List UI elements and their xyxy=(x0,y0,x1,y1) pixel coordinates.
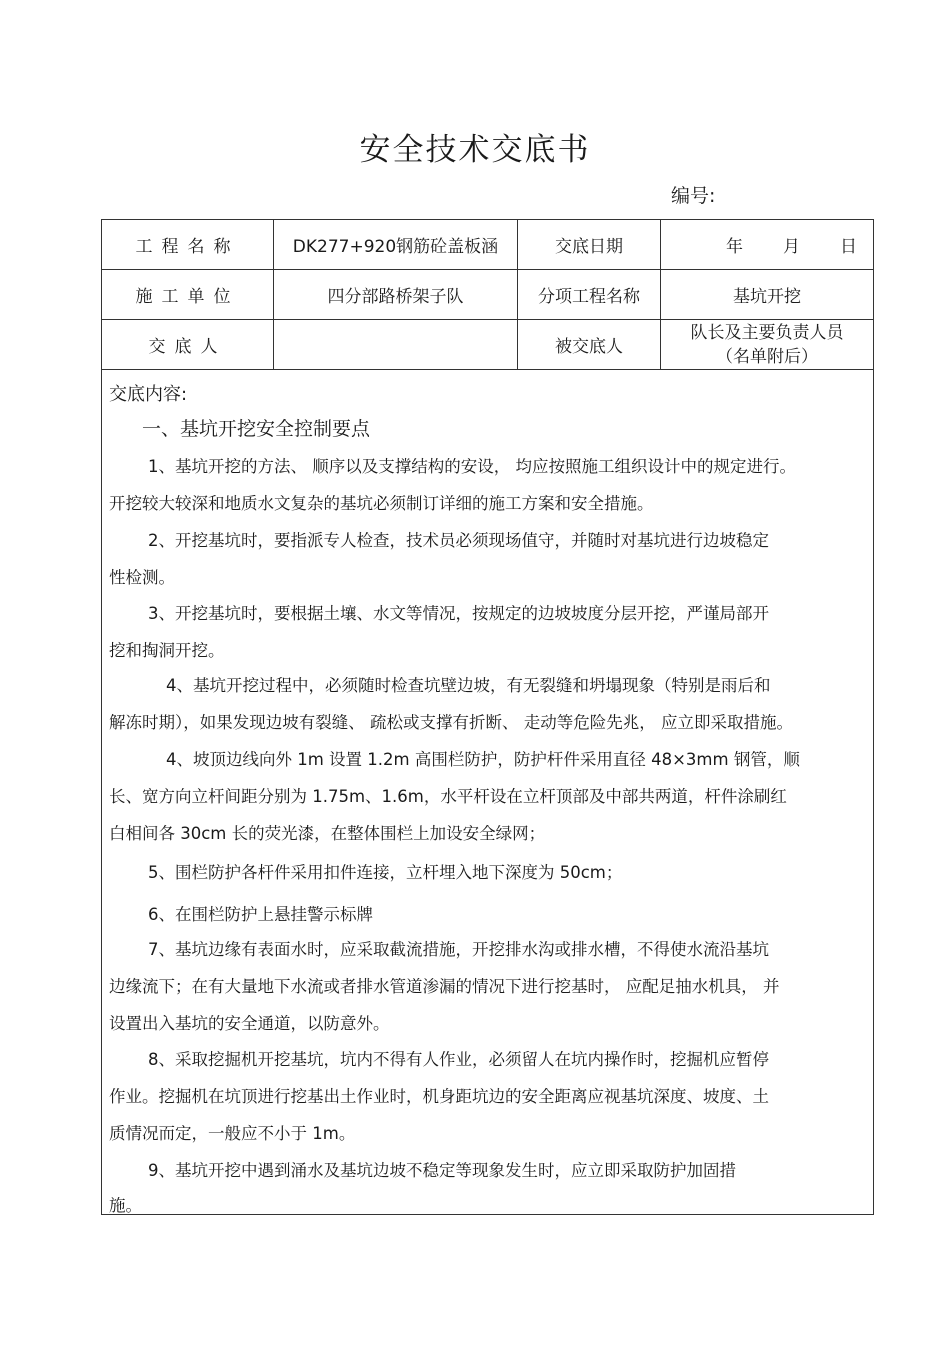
project-name-value: DK277+920钢筋砼盖板涵 xyxy=(274,220,518,269)
content-line: 性检测。 xyxy=(109,568,175,587)
recipient-value-line1: 队长及主要负责人员 xyxy=(690,322,844,343)
sub-project-label: 分项工程名称 xyxy=(518,270,661,319)
recipient-value xyxy=(661,320,873,369)
content-line: 开挖较大较深和地质水文复杂的基坑必须制订详细的施工方案和安全措施。 xyxy=(109,494,654,513)
table-row-persons xyxy=(102,320,873,370)
content-line: 9、基坑开挖中遇到涌水及基坑边坡不稳定等现象发生时，应立即采取防护加固措 xyxy=(148,1161,736,1180)
briefing-table xyxy=(101,219,874,1215)
construction-unit-label: 施工单位 xyxy=(102,270,274,319)
content-line: 施。 xyxy=(109,1196,142,1215)
content-line: 4、坡顶边线向外 1m 设置 1.2m 高围栏防护，防护杆件采用直径 48×3mm 钢管，顺 xyxy=(166,750,800,769)
content-line: 解冻时期），如果发现边坡有裂缝、 疏松或支撑有折断、 走动等危险先兆， 应立即采取措施。 xyxy=(109,713,793,732)
recipient-value-line2: （名单附后） xyxy=(716,346,818,367)
content-heading: 交底内容: xyxy=(109,384,188,405)
project-name-label: 工程名称 xyxy=(102,220,274,269)
date-month: 月 xyxy=(783,237,800,257)
briefer-label: 交底人 xyxy=(102,320,274,369)
content-line: 2、开挖基坑时，要指派专人检查，技术员必须现场值守，并随时对基坑进行边坡稳定 xyxy=(148,531,769,550)
content-line: 3、开挖基坑时，要根据土壤、水文等情况，按规定的边坡坡度分层开挖，严谨局部开 xyxy=(148,604,769,623)
briefing-date-value xyxy=(661,220,873,269)
briefer-value xyxy=(274,320,518,369)
recipient-label: 被交底人 xyxy=(518,320,661,369)
document-title: 安全技术交底书 xyxy=(359,132,591,168)
section-title: 一、基坑开挖安全控制要点 xyxy=(142,418,371,440)
content-line: 8、采取挖掘机开挖基坑，坑内不得有人作业，必须留人在坑内操作时，挖掘机应暂停 xyxy=(148,1050,769,1069)
content-line: 设置出入基坑的安全通道，以防意外。 xyxy=(109,1014,390,1033)
content-line: 质情况而定，一般应不小于 1m。 xyxy=(109,1124,356,1143)
briefing-date-label: 交底日期 xyxy=(518,220,661,269)
content-line: 6、在围栏防护上悬挂警示标牌 xyxy=(148,905,373,924)
content-line: 1、基坑开挖的方法、 顺序以及支撑结构的安设， 均应按照施工组织设计中的规定进行。 xyxy=(148,457,796,476)
construction-unit-value: 四分部路桥架子队 xyxy=(274,270,518,319)
table-row-project xyxy=(102,220,873,270)
content-line: 长、宽方向立杆间距分别为 1.75m、1.6m，水平杆设在立杆顶部及中部共两道，杆件涂刷红 xyxy=(109,787,787,806)
content-line: 作业。挖掘机在坑顶进行挖基出土作业时，机身距坑边的安全距离应视基坑深度、坡度、土 xyxy=(109,1087,769,1106)
serial-number-label: 编号: xyxy=(671,185,716,207)
table-row-unit xyxy=(102,270,873,320)
content-line: 挖和掏洞开挖。 xyxy=(109,641,225,660)
date-day: 日 xyxy=(840,237,857,257)
content-line: 边缘流下；在有大量地下水流或者排水管道渗漏的情况下进行挖基时， 应配足抽水机具， 并 xyxy=(109,977,780,996)
content-line: 5、围栏防护各杆件采用扣件连接，立杆埋入地下深度为 50cm； xyxy=(148,863,623,882)
content-line: 4、基坑开挖过程中，必须随时检查坑壁边坡，有无裂缝和坍塌现象（特别是雨后和 xyxy=(166,676,771,695)
content-line: 7、基坑边缘有表面水时，应采取截流措施，开挖排水沟或排水槽，不得使水流沿基坑 xyxy=(148,940,769,959)
sub-project-value: 基坑开挖 xyxy=(733,287,801,307)
date-year: 年 xyxy=(726,237,743,257)
content-line: 白相间各 30cm 长的荧光漆，在整体围栏上加设安全绿网； xyxy=(109,824,546,843)
